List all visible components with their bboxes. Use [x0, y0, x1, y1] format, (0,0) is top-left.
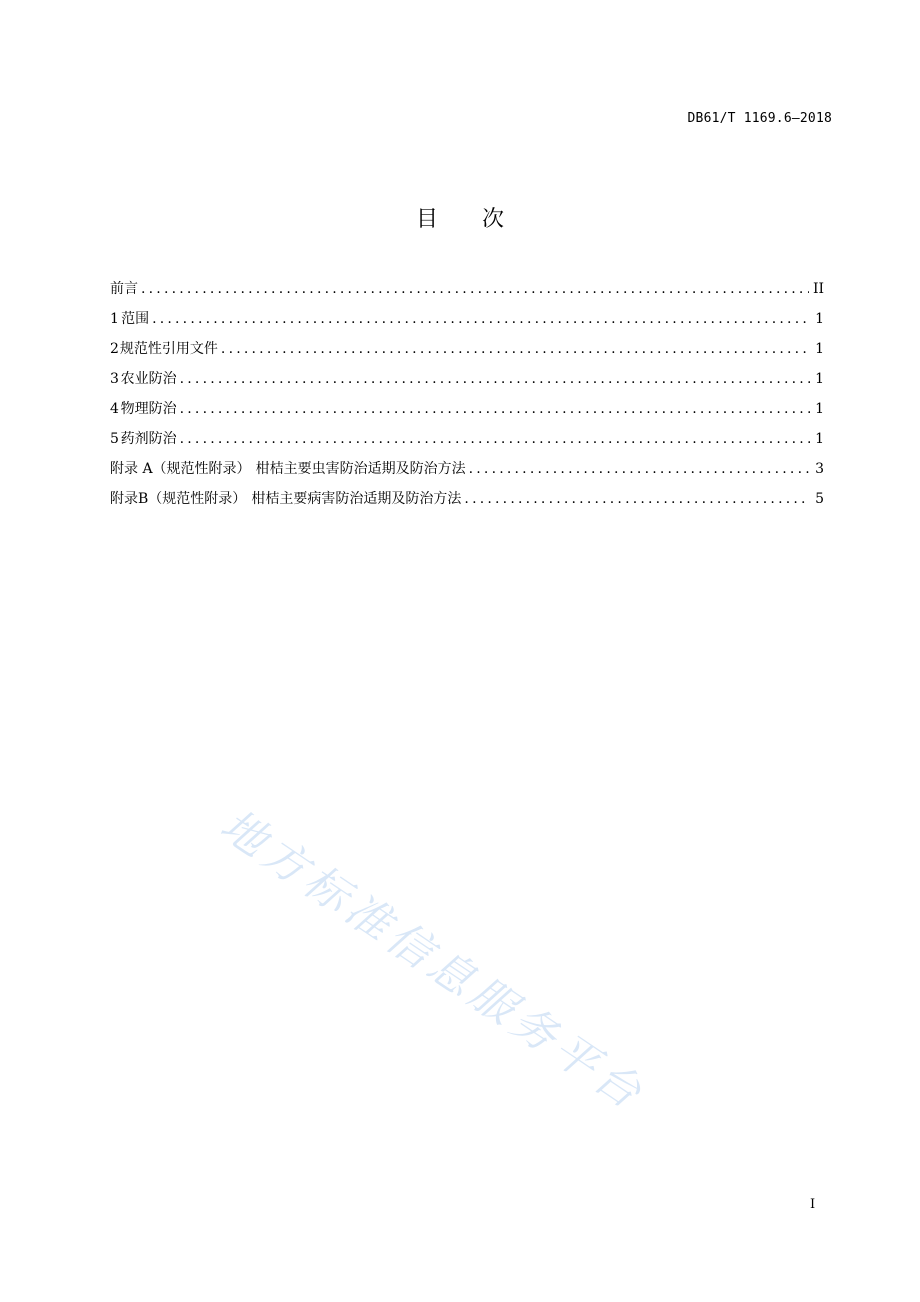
title-char-2: 次 — [482, 207, 505, 232]
toc-entry-1[interactable] — [110, 308, 824, 338]
toc-label: 规范性引用文件 — [119, 341, 218, 357]
toc-section-number: 3 — [110, 371, 119, 387]
toc-entry-appendix-a[interactable] — [110, 458, 824, 488]
toc-label: 柑桔主要病害防治适期及防治方法 — [251, 491, 462, 507]
toc-leader-dots — [180, 431, 810, 447]
toc-leader-dots — [180, 371, 810, 387]
page-title — [0, 202, 920, 233]
appendix-prefix: 附录B（规范性附录） — [110, 491, 247, 507]
toc-entry-appendix-b[interactable] — [110, 488, 824, 518]
toc-leader-dots — [141, 281, 809, 297]
toc-label: 柑桔主要虫害防治适期及防治方法 — [255, 461, 466, 477]
document-code: DB61/T 1169.6—2018 — [687, 111, 832, 126]
toc-section-number: 1 — [110, 311, 119, 327]
toc-page-number: 1 — [815, 431, 824, 447]
toc-page-number: 1 — [815, 341, 824, 357]
toc-label: 前言 — [110, 281, 138, 297]
toc-page-number: 1 — [815, 371, 824, 387]
toc-leader-dots — [221, 341, 810, 357]
toc-section-number: 5 — [110, 431, 119, 447]
appendix-prefix: 附录 A（规范性附录） — [110, 461, 251, 477]
toc-entry-3[interactable] — [110, 368, 824, 398]
toc-leader-dots — [180, 401, 810, 417]
toc-label: 药剂防治 — [120, 431, 177, 447]
toc-label: 物理防治 — [120, 401, 177, 417]
toc-entry-preface[interactable] — [110, 278, 824, 308]
toc-page-number: 3 — [815, 461, 824, 477]
toc-page-number: 1 — [815, 311, 824, 327]
toc-leader-dots — [469, 461, 810, 477]
toc-page-number: 5 — [815, 491, 824, 507]
toc-label: 范围 — [121, 311, 150, 327]
toc-entry-2[interactable] — [110, 338, 824, 368]
toc-entry-4[interactable] — [110, 398, 824, 428]
toc-page-number: II — [812, 281, 824, 297]
toc-leader-dots — [464, 491, 810, 507]
toc-section-number: 2 — [110, 341, 119, 357]
toc-section-number: 4 — [110, 401, 119, 417]
toc-leader-dots — [152, 311, 810, 327]
table-of-contents — [110, 278, 824, 518]
title-char-1: 目 — [415, 207, 438, 232]
toc-label: 农业防治 — [120, 371, 177, 387]
page-number: I — [810, 1197, 816, 1212]
toc-page-number: 1 — [815, 401, 824, 417]
toc-entry-5[interactable] — [110, 428, 824, 458]
watermark: 地方标准信息服务平台 — [211, 799, 655, 1122]
